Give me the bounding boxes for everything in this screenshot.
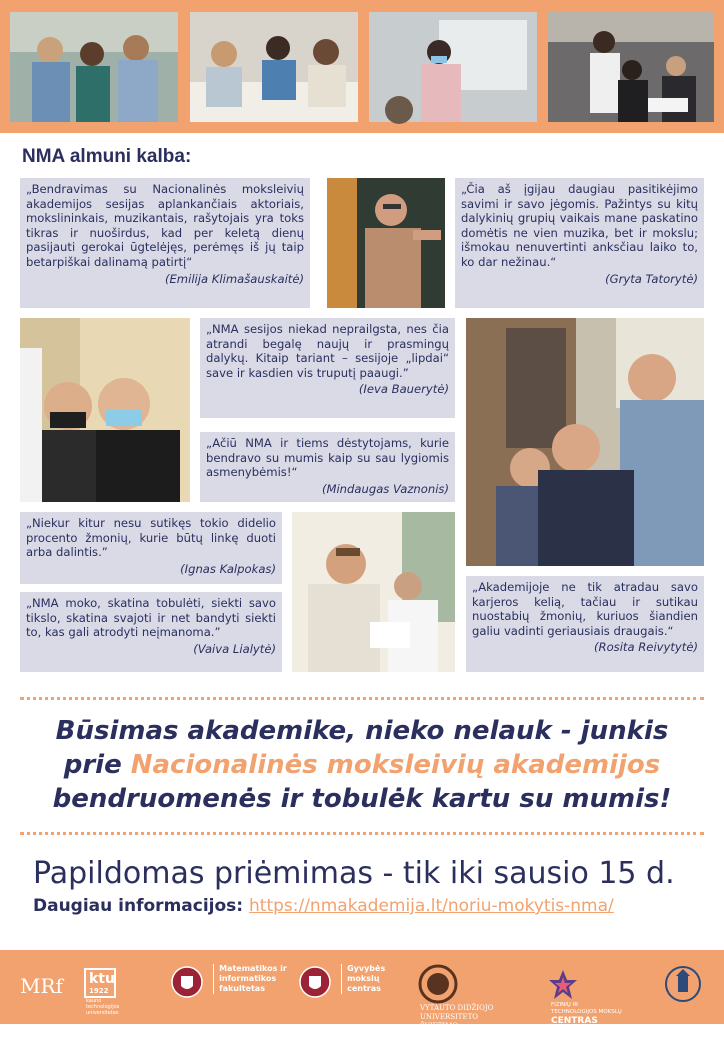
academy-seal-icon: [664, 964, 702, 1004]
dotted-divider-top: [20, 697, 704, 700]
ktu-logo-year: 1922: [89, 987, 109, 995]
cta-line-2-pre: prie: [63, 750, 131, 780]
quote-text: „Ačiū NMA ir tiems dėstytojams, kurie bendravo su mumis kaip su sau lygiomis asmenybėmis!“: [206, 436, 449, 480]
dotted-divider-bottom: [20, 832, 704, 835]
photo-two-girls-masks: [20, 318, 190, 502]
photo-girls-at-desk: [190, 12, 358, 122]
ftmc-star-icon: [548, 968, 578, 1002]
footer-logos: [0, 950, 724, 1039]
photo-students-with-mentor: [466, 318, 704, 566]
photo-students-outdoors: [10, 12, 178, 122]
ktu-logo-text: ktu: [89, 971, 115, 987]
quote-author: (Rosita Reivytytė): [593, 640, 698, 655]
quote-rosita: [466, 576, 704, 672]
cta-line-2-accent: Nacionalinės moksleivių akademijos: [130, 750, 661, 780]
more-info-link[interactable]: https://nmakademija.lt/noriu-mokytis-nma/: [249, 896, 614, 916]
quote-text: „NMA sesijos niekad neprailgsta, nes čia atrandi begalę naujų ir prasmingų dalykų. Kitaip tariant – sesijoje „lipdai“ save ir kasdien vis truputį paaugi.”: [206, 322, 449, 380]
cta-line-2: [0, 748, 724, 782]
ftmc-logo: [548, 968, 658, 1027]
more-info-label: Daugiau informacijos:: [33, 896, 244, 916]
vu-seal-icon: [298, 964, 332, 1004]
mrf-logo-text: MRf: [20, 974, 63, 998]
academy-seal-logo: [664, 964, 702, 1008]
quote-text: „Niekur kitur nesu sutikęs tokio didelio procento žmonių, kurie būtų linkę duoti arba dalintis.”: [26, 516, 276, 560]
ftmc-text: [551, 1002, 623, 1026]
quote-text: „NMA moko, skatina tobulėti, siekti savo tikslo, skatina svajoti ir net bandyti siekti to, kas gali atrodyti neįmanoma.”: [26, 596, 276, 640]
vu-seal-icon: [170, 964, 204, 1004]
quote-text: „Čia aš įgijau daugiau pasitikėjimo savimi ir savo jėgomis. Pažintys su kitų dalykinių grupių vaikais mane paskatino domėtis ne vien muzika, bet ir mokslu; išmokau nenuvertinti anksčiau laiko to, ko dar nežinau.“: [461, 182, 698, 269]
quote-author: (Emilija Klimašauskaitė): [164, 271, 304, 286]
quote-text: „Bendravimas su Nacionalinės moksleivių akademijos sesijas aplankančiais aktoriais, mokslininkais, muzikantais, rašytojais yra toks tikras ir nuoširdus, kad per keletą dienų pasijauti gerokai ūgtelėjęs, perėmęs iš jų taip betarpiškai dalinamą patirtį“: [26, 182, 304, 269]
ktu-logo: [84, 968, 158, 1018]
quote-author: (Gryta Tatorytė): [605, 271, 698, 286]
deadline-text: Papildomas priėmimas - tik iki sausio 15 d.: [33, 856, 675, 891]
vdu-logo: [418, 964, 540, 1041]
quote-mindaugas: [200, 432, 455, 502]
quote-author: (Ignas Kalpokas): [180, 561, 276, 576]
cta-line-1: Būsimas akademike, nieko nelauk - junkis: [55, 716, 669, 746]
ktu-logo-name: kauno technologijos universitetas: [86, 998, 120, 1016]
photo-music-students: [548, 12, 714, 122]
section-title: NMA almuni kalba:: [22, 146, 192, 167]
photo-students-reading: [292, 512, 455, 672]
quote-gryta: [455, 178, 704, 308]
vu-math-name: Matematikos ir informatikos fakultetas: [213, 964, 291, 994]
ftmc-small: FIZINIŲ IR TECHNOLOGIJOS MOKSLŲ: [551, 1002, 622, 1015]
vu-life-sciences-logo: [298, 964, 408, 1004]
more-info: [33, 896, 614, 916]
quote-text: „Akademijoje ne tik atradau savo karjeros kelią, tačiau ir sutikau nuostabių žmonių, kuriuos šiandien galiu vadinti geriausiais draugais.“: [472, 580, 698, 638]
vdu-seal-icon: [418, 964, 458, 1004]
quote-vaiva: [20, 592, 282, 672]
call-to-action: [0, 714, 724, 816]
vu-math-logo: [170, 964, 300, 1004]
quote-author: (Ieva Bauerytė): [358, 382, 449, 397]
vu-life-name: Gyvybės mokslų centras: [341, 964, 407, 994]
quote-author: (Vaiva Lialytė): [193, 641, 276, 656]
cta-line-3: bendruomenės ir tobulėk kartu su mumis!: [52, 784, 672, 814]
quote-ignas: [20, 512, 282, 584]
quote-emilija: [20, 178, 310, 308]
mrf-logo: [20, 974, 63, 998]
photo-lecturer-at-chalkboard: [327, 178, 445, 308]
vdu-name: VYTAUTO DIDŽIOJO UNIVERSITETO ŠVIETIMO AKADEMIJA: [420, 1004, 494, 1039]
ftmc-big: CENTRAS: [551, 1016, 598, 1026]
photo-teacher-at-board: [369, 12, 537, 122]
quote-ieva: [200, 318, 455, 418]
quote-author: (Mindaugas Vaznonis): [321, 481, 449, 496]
